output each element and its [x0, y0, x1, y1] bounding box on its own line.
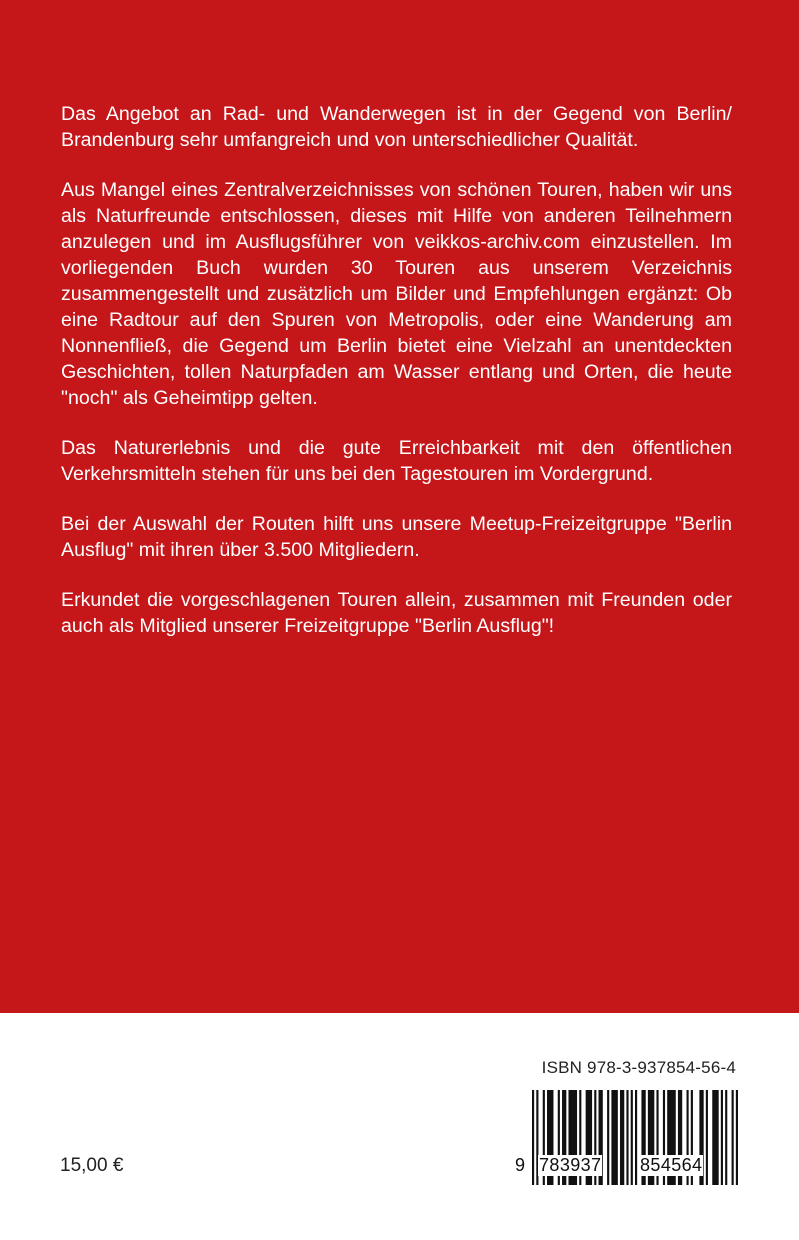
barcode-bar	[631, 1090, 633, 1185]
isbn-label: ISBN 978-3-937854-56-4	[541, 1058, 736, 1077]
barcode-bar	[607, 1090, 609, 1185]
barcode-bar	[721, 1090, 723, 1185]
barcode-bar	[620, 1090, 624, 1185]
barcode-digits-right: 854564	[640, 1155, 703, 1175]
price-label: 15,00 €	[60, 1155, 124, 1176]
blurb-text	[61, 101, 732, 663]
blurb-paragraph-3: Das Naturerlebnis und die gute Erreichbarkeit mit den öffentlichen Verkehrsmitteln stehen für uns bei den Tagestouren im Vordergrund.	[61, 437, 732, 485]
blurb-paragraph-1: Das Angebot an Rad- und Wanderwegen ist in der Gegend von Berlin/ Brandenburg sehr umfangreich und von unterschiedlicher Qualität.	[61, 103, 732, 151]
barcode-bar	[611, 1090, 617, 1185]
blurb-paragraph-5: Erkundet die vorgeschlagenen Touren allein, zusammen mit Freunden oder auch als Mitglied unserer Freizeitgruppe "Berlin Ausflug"!	[61, 589, 732, 637]
blurb-paragraph-2: Aus Mangel eines Zentralverzeichnisses von schönen Touren, haben wir uns als Naturfreunde entschlossen, dieses mit Hilfe von anderen Teilnehmern anzulegen und im Ausflugsführer von veikkos-archiv.com einzustellen. Im vorliegenden Buch wurden 30 Touren aus unserem Verzeichnis zusammengestellt und zusätzlich um Bilder und Empfehlungen ergänzt: Ob eine Radtour auf den Spuren von Metropolis, oder eine Wanderung am Nonnenfließ, die Gegend um Berlin bietet eine Vielzahl an unentdeckten Geschichten, tollen Naturpfaden am Wasser entlang und Orten, die heute "noch" als Geheimtipp gelten.	[61, 179, 732, 409]
barcode-bar	[635, 1090, 637, 1185]
barcode-bar	[736, 1090, 738, 1185]
barcode-bar	[532, 1090, 534, 1185]
barcode-digits-left: 783937	[539, 1155, 602, 1175]
barcode-bar	[706, 1090, 708, 1185]
blurb-paragraph-4: Bei der Auswahl der Routen hilft uns unsere Meetup-Freizeitgruppe "Berlin Ausflug" mit ihren über 3.500 Mitgliedern.	[61, 513, 732, 561]
barcode-bar	[732, 1090, 734, 1185]
barcode-bar	[712, 1090, 718, 1185]
barcode-digit-first: 9	[515, 1155, 526, 1175]
barcode-bar	[626, 1090, 628, 1185]
barcode-bar	[725, 1090, 727, 1185]
